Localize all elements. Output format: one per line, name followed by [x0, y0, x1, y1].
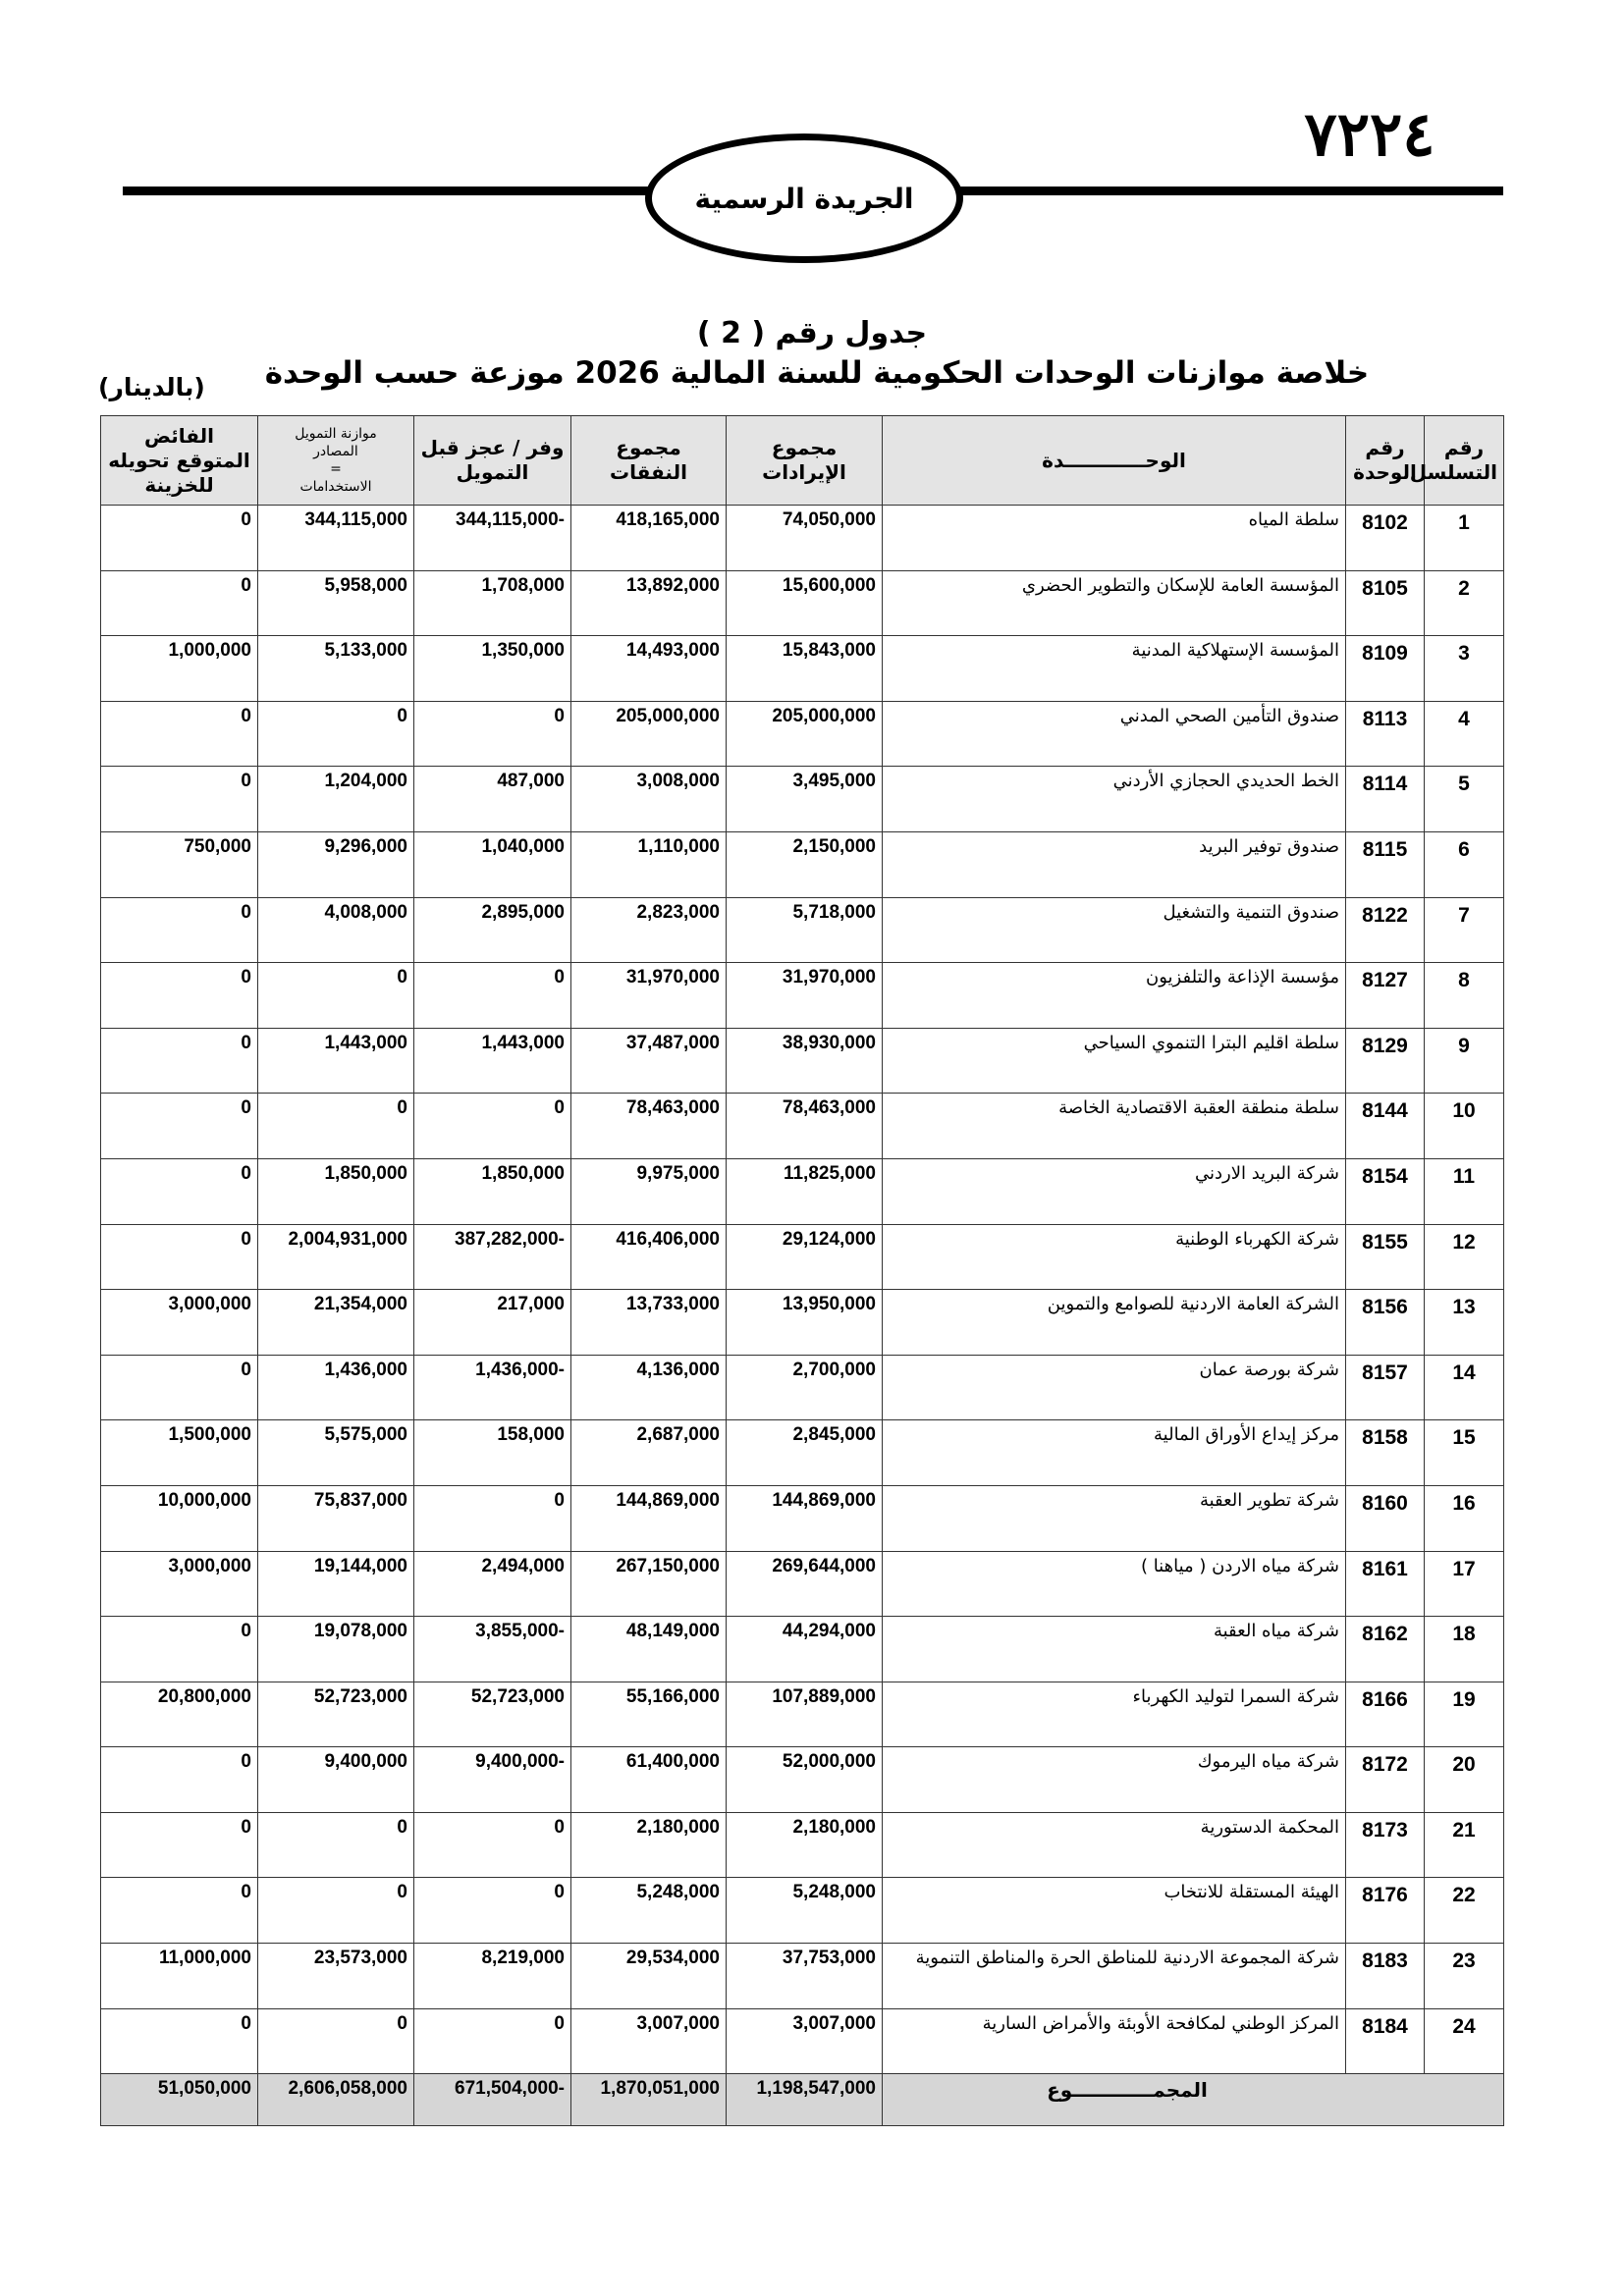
cell-financing: 5,575,000	[258, 1420, 414, 1486]
cell-surplus-deficit: 0	[414, 1812, 571, 1878]
cell-expenses: 31,970,000	[571, 963, 727, 1029]
table-row	[101, 1812, 1504, 1878]
total-row	[101, 2074, 1504, 2126]
cell-treasury: 0	[101, 1355, 258, 1420]
table-row	[101, 701, 1504, 767]
cell-revenues: 2,150,000	[727, 831, 883, 897]
cell-surplus-deficit: 158,000	[414, 1420, 571, 1486]
cell-serial: 14	[1425, 1355, 1504, 1420]
cell-serial: 21	[1425, 1812, 1504, 1878]
cell-expenses: 418,165,000	[571, 506, 727, 571]
gazette-emblem	[645, 133, 963, 263]
cell-serial: 15	[1425, 1420, 1504, 1486]
table-row	[101, 1485, 1504, 1551]
cell-unit-no: 8162	[1346, 1617, 1425, 1682]
cell-financing: 1,850,000	[258, 1158, 414, 1224]
cell-unit: شركة بورصة عمان	[883, 1355, 1346, 1420]
cell-financing: 2,004,931,000	[258, 1224, 414, 1290]
cell-expenses: 4,136,000	[571, 1355, 727, 1420]
cell-treasury: 0	[101, 1224, 258, 1290]
cell-surplus-deficit: 1,040,000	[414, 831, 571, 897]
total-financing: 2,606,058,000	[258, 2074, 414, 2126]
cell-unit: شركة مياه العقبة	[883, 1617, 1346, 1682]
cell-unit-no: 8161	[1346, 1551, 1425, 1617]
table-row	[101, 1617, 1504, 1682]
cell-expenses: 2,823,000	[571, 897, 727, 963]
cell-unit: المؤسسة الإستهلاكية المدنية	[883, 636, 1346, 702]
cell-treasury: 3,000,000	[101, 1290, 258, 1356]
cell-unit: الشركة العامة الاردنية للصوامع والتموين	[883, 1290, 1346, 1356]
cell-unit: شركة البريد الاردني	[883, 1158, 1346, 1224]
cell-treasury: 0	[101, 2008, 258, 2074]
cell-treasury: 0	[101, 1878, 258, 1944]
cell-treasury: 0	[101, 506, 258, 571]
cell-serial: 12	[1425, 1224, 1504, 1290]
cell-unit-no: 8129	[1346, 1028, 1425, 1094]
table-row	[101, 506, 1504, 571]
cell-treasury: 1,500,000	[101, 1420, 258, 1486]
cell-treasury: 0	[101, 963, 258, 1029]
col-surplus-deficit: وفر / عجز قبل التمويل	[414, 416, 571, 506]
cell-unit-no: 8127	[1346, 963, 1425, 1029]
cell-unit-no: 8156	[1346, 1290, 1425, 1356]
cell-unit: مؤسسة الإذاعة والتلفزيون	[883, 963, 1346, 1029]
cell-serial: 19	[1425, 1682, 1504, 1747]
cell-financing: 0	[258, 2008, 414, 2074]
cell-treasury: 20,800,000	[101, 1682, 258, 1747]
col-expenses: مجموع النفقات	[571, 416, 727, 506]
cell-treasury: 0	[101, 1158, 258, 1224]
col-financing-line: موازنة التمويل	[295, 426, 377, 442]
cell-expenses: 61,400,000	[571, 1747, 727, 1813]
total-revenues: 1,198,547,000	[727, 2074, 883, 2126]
cell-surplus-deficit: 52,723,000	[414, 1682, 571, 1747]
cell-serial: 3	[1425, 636, 1504, 702]
table-row	[101, 1094, 1504, 1159]
cell-financing: 52,723,000	[258, 1682, 414, 1747]
cell-financing: 0	[258, 701, 414, 767]
table-row	[101, 831, 1504, 897]
cell-serial: 22	[1425, 1878, 1504, 1944]
cell-unit-no: 8158	[1346, 1420, 1425, 1486]
table-row	[101, 2008, 1504, 2074]
cell-unit-no: 8173	[1346, 1812, 1425, 1878]
cell-unit: شركة مياه اليرموك	[883, 1747, 1346, 1813]
cell-treasury: 0	[101, 570, 258, 636]
cell-financing: 23,573,000	[258, 1944, 414, 2009]
cell-unit-no: 8166	[1346, 1682, 1425, 1747]
cell-financing: 21,354,000	[258, 1290, 414, 1356]
cell-expenses: 14,493,000	[571, 636, 727, 702]
table-row	[101, 1682, 1504, 1747]
cell-unit: المحكمة الدستورية	[883, 1812, 1346, 1878]
cell-surplus-deficit: 3,855,000-	[414, 1617, 571, 1682]
cell-surplus-deficit: 2,895,000	[414, 897, 571, 963]
page-number: ٧٢٢٤	[1304, 98, 1435, 170]
table-number: جدول رقم ( 2 )	[696, 316, 928, 350]
cell-treasury: 11,000,000	[101, 1944, 258, 2009]
cell-unit-no: 8157	[1346, 1355, 1425, 1420]
cell-revenues: 2,845,000	[727, 1420, 883, 1486]
cell-surplus-deficit: 0	[414, 963, 571, 1029]
cell-treasury: 3,000,000	[101, 1551, 258, 1617]
cell-unit-no: 8154	[1346, 1158, 1425, 1224]
cell-financing: 1,443,000	[258, 1028, 414, 1094]
cell-unit-no: 8183	[1346, 1944, 1425, 2009]
col-treasury: الفائض المتوقع تحويله للخزينة	[101, 416, 258, 506]
col-financing-line: المصادر	[313, 444, 358, 459]
total-treasury: 51,050,000	[101, 2074, 258, 2126]
table-row	[101, 1224, 1504, 1290]
cell-serial: 13	[1425, 1290, 1504, 1356]
table-row	[101, 636, 1504, 702]
table-row	[101, 767, 1504, 832]
cell-unit-no: 8105	[1346, 570, 1425, 636]
table-row	[101, 1290, 1504, 1356]
cell-financing: 0	[258, 963, 414, 1029]
cell-expenses: 1,110,000	[571, 831, 727, 897]
cell-serial: 4	[1425, 701, 1504, 767]
cell-expenses: 55,166,000	[571, 1682, 727, 1747]
cell-financing: 9,296,000	[258, 831, 414, 897]
table-header-row	[101, 416, 1504, 506]
col-financing-line: الاستخدامات	[299, 479, 372, 495]
table-row	[101, 570, 1504, 636]
cell-financing: 4,008,000	[258, 897, 414, 963]
cell-unit: صندوق التنمية والتشغيل	[883, 897, 1346, 963]
gazette-name: الجريدة الرسمية	[694, 182, 914, 215]
cell-revenues: 2,180,000	[727, 1812, 883, 1878]
cell-unit: شركة السمرا لتوليد الكهرباء	[883, 1682, 1346, 1747]
cell-unit: الخط الحديدي الحجازي الأردني	[883, 767, 1346, 832]
cell-unit-no: 8113	[1346, 701, 1425, 767]
cell-expenses: 2,180,000	[571, 1812, 727, 1878]
total-surplus-deficit: 671,504,000-	[414, 2074, 571, 2126]
cell-financing: 75,837,000	[258, 1485, 414, 1551]
cell-unit-no: 8184	[1346, 2008, 1425, 2074]
col-unit: الوحــــــــــــدة	[883, 416, 1346, 506]
cell-treasury: 0	[101, 1094, 258, 1159]
cell-revenues: 31,970,000	[727, 963, 883, 1029]
col-financing-line: =	[330, 461, 342, 477]
cell-serial: 5	[1425, 767, 1504, 832]
cell-treasury: 10,000,000	[101, 1485, 258, 1551]
cell-serial: 6	[1425, 831, 1504, 897]
col-financing	[258, 416, 414, 506]
cell-revenues: 37,753,000	[727, 1944, 883, 2009]
col-revenues: مجموع الإيرادات	[727, 416, 883, 506]
cell-financing: 9,400,000	[258, 1747, 414, 1813]
cell-expenses: 144,869,000	[571, 1485, 727, 1551]
cell-unit-no: 8144	[1346, 1094, 1425, 1159]
table-row	[101, 1878, 1504, 1944]
cell-surplus-deficit: 1,436,000-	[414, 1355, 571, 1420]
cell-surplus-deficit: 0	[414, 1878, 571, 1944]
cell-surplus-deficit: 1,350,000	[414, 636, 571, 702]
cell-unit-no: 8176	[1346, 1878, 1425, 1944]
cell-expenses: 2,687,000	[571, 1420, 727, 1486]
cell-expenses: 78,463,000	[571, 1094, 727, 1159]
cell-unit: سلطة منطقة العقبة الاقتصادية الخاصة	[883, 1094, 1346, 1159]
cell-expenses: 29,534,000	[571, 1944, 727, 2009]
cell-treasury: 0	[101, 897, 258, 963]
cell-financing: 5,133,000	[258, 636, 414, 702]
table-row	[101, 963, 1504, 1029]
cell-surplus-deficit: 217,000	[414, 1290, 571, 1356]
cell-revenues: 5,718,000	[727, 897, 883, 963]
cell-revenues: 107,889,000	[727, 1682, 883, 1747]
cell-surplus-deficit: 487,000	[414, 767, 571, 832]
cell-unit-no: 8109	[1346, 636, 1425, 702]
cell-revenues: 205,000,000	[727, 701, 883, 767]
cell-expenses: 9,975,000	[571, 1158, 727, 1224]
cell-serial: 24	[1425, 2008, 1504, 2074]
total-label: المجمــــــــــــوع	[883, 2074, 1504, 2126]
cell-surplus-deficit: 1,443,000	[414, 1028, 571, 1094]
cell-expenses: 37,487,000	[571, 1028, 727, 1094]
cell-expenses: 13,733,000	[571, 1290, 727, 1356]
table-row	[101, 1944, 1504, 2009]
cell-unit: المؤسسة العامة للإسكان والتطوير الحضري	[883, 570, 1346, 636]
col-unit-no: رقم الوحدة	[1346, 416, 1425, 506]
cell-unit-no: 8172	[1346, 1747, 1425, 1813]
cell-revenues: 44,294,000	[727, 1617, 883, 1682]
cell-surplus-deficit: 0	[414, 701, 571, 767]
cell-expenses: 5,248,000	[571, 1878, 727, 1944]
cell-treasury: 0	[101, 1747, 258, 1813]
cell-revenues: 3,007,000	[727, 2008, 883, 2074]
cell-unit-no: 8115	[1346, 831, 1425, 897]
currency-note: (بالدينار)	[98, 373, 205, 401]
cell-unit: سلطة اقليم البترا التنموي السياحي	[883, 1028, 1346, 1094]
cell-serial: 1	[1425, 506, 1504, 571]
cell-serial: 17	[1425, 1551, 1504, 1617]
cell-unit: صندوق توفير البريد	[883, 831, 1346, 897]
cell-serial: 11	[1425, 1158, 1504, 1224]
cell-unit-no: 8155	[1346, 1224, 1425, 1290]
document-title: خلاصة موازنات الوحدات الحكومية للسنة المالية 2026 موزعة حسب الوحدة	[264, 355, 1370, 391]
cell-surplus-deficit: 1,850,000	[414, 1158, 571, 1224]
total-expenses: 1,870,051,000	[571, 2074, 727, 2126]
cell-financing: 344,115,000	[258, 506, 414, 571]
cell-expenses: 13,892,000	[571, 570, 727, 636]
cell-revenues: 2,700,000	[727, 1355, 883, 1420]
cell-revenues: 144,869,000	[727, 1485, 883, 1551]
cell-surplus-deficit: 1,708,000	[414, 570, 571, 636]
cell-serial: 18	[1425, 1617, 1504, 1682]
cell-unit-no: 8122	[1346, 897, 1425, 963]
budget-summary-table	[100, 415, 1504, 2126]
cell-revenues: 13,950,000	[727, 1290, 883, 1356]
cell-revenues: 29,124,000	[727, 1224, 883, 1290]
cell-unit: مركز إيداع الأوراق المالية	[883, 1420, 1346, 1486]
cell-unit: المركز الوطني لمكافحة الأوبئة والأمراض السارية	[883, 2008, 1346, 2074]
cell-serial: 7	[1425, 897, 1504, 963]
cell-expenses: 267,150,000	[571, 1551, 727, 1617]
cell-expenses: 48,149,000	[571, 1617, 727, 1682]
table-row	[101, 1747, 1504, 1813]
cell-revenues: 11,825,000	[727, 1158, 883, 1224]
cell-surplus-deficit: 0	[414, 1485, 571, 1551]
col-serial: رقم التسلسل	[1425, 416, 1504, 506]
cell-surplus-deficit: 8,219,000	[414, 1944, 571, 2009]
cell-financing: 0	[258, 1812, 414, 1878]
cell-surplus-deficit: 2,494,000	[414, 1551, 571, 1617]
cell-expenses: 3,008,000	[571, 767, 727, 832]
table-row	[101, 1551, 1504, 1617]
cell-treasury: 0	[101, 1617, 258, 1682]
table-row	[101, 897, 1504, 963]
cell-treasury: 0	[101, 1812, 258, 1878]
cell-financing: 19,078,000	[258, 1617, 414, 1682]
cell-serial: 9	[1425, 1028, 1504, 1094]
cell-surplus-deficit: 0	[414, 2008, 571, 2074]
cell-unit: شركة تطوير العقبة	[883, 1485, 1346, 1551]
cell-serial: 8	[1425, 963, 1504, 1029]
cell-expenses: 205,000,000	[571, 701, 727, 767]
cell-expenses: 3,007,000	[571, 2008, 727, 2074]
table-row	[101, 1028, 1504, 1094]
cell-unit: صندوق التأمين الصحي المدني	[883, 701, 1346, 767]
cell-unit: سلطة المياه	[883, 506, 1346, 571]
table-row	[101, 1355, 1504, 1420]
cell-serial: 2	[1425, 570, 1504, 636]
cell-expenses: 416,406,000	[571, 1224, 727, 1290]
cell-surplus-deficit: 0	[414, 1094, 571, 1159]
table-row	[101, 1420, 1504, 1486]
cell-revenues: 52,000,000	[727, 1747, 883, 1813]
cell-unit: شركة المجموعة الاردنية للمناطق الحرة والمناطق التنموية	[883, 1944, 1346, 2009]
cell-unit: شركة مياه الاردن ( مياهنا )	[883, 1551, 1346, 1617]
cell-revenues: 3,495,000	[727, 767, 883, 832]
cell-revenues: 269,644,000	[727, 1551, 883, 1617]
cell-treasury: 0	[101, 1028, 258, 1094]
cell-treasury: 1,000,000	[101, 636, 258, 702]
cell-financing: 1,436,000	[258, 1355, 414, 1420]
cell-revenues: 5,248,000	[727, 1878, 883, 1944]
cell-serial: 23	[1425, 1944, 1504, 2009]
cell-surplus-deficit: 344,115,000-	[414, 506, 571, 571]
cell-revenues: 78,463,000	[727, 1094, 883, 1159]
cell-financing: 19,144,000	[258, 1551, 414, 1617]
cell-financing: 0	[258, 1094, 414, 1159]
cell-financing: 5,958,000	[258, 570, 414, 636]
cell-revenues: 15,600,000	[727, 570, 883, 636]
cell-revenues: 74,050,000	[727, 506, 883, 571]
cell-unit: شركة الكهرباء الوطنية	[883, 1224, 1346, 1290]
table-row	[101, 1158, 1504, 1224]
cell-surplus-deficit: 387,282,000-	[414, 1224, 571, 1290]
cell-unit-no: 8160	[1346, 1485, 1425, 1551]
cell-surplus-deficit: 9,400,000-	[414, 1747, 571, 1813]
cell-treasury: 750,000	[101, 831, 258, 897]
cell-treasury: 0	[101, 767, 258, 832]
cell-treasury: 0	[101, 701, 258, 767]
cell-financing: 0	[258, 1878, 414, 1944]
cell-serial: 16	[1425, 1485, 1504, 1551]
cell-serial: 10	[1425, 1094, 1504, 1159]
cell-unit: الهيئة المستقلة للانتخاب	[883, 1878, 1346, 1944]
cell-financing: 1,204,000	[258, 767, 414, 832]
cell-revenues: 15,843,000	[727, 636, 883, 702]
cell-unit-no: 8102	[1346, 506, 1425, 571]
cell-unit-no: 8114	[1346, 767, 1425, 832]
cell-revenues: 38,930,000	[727, 1028, 883, 1094]
cell-serial: 20	[1425, 1747, 1504, 1813]
